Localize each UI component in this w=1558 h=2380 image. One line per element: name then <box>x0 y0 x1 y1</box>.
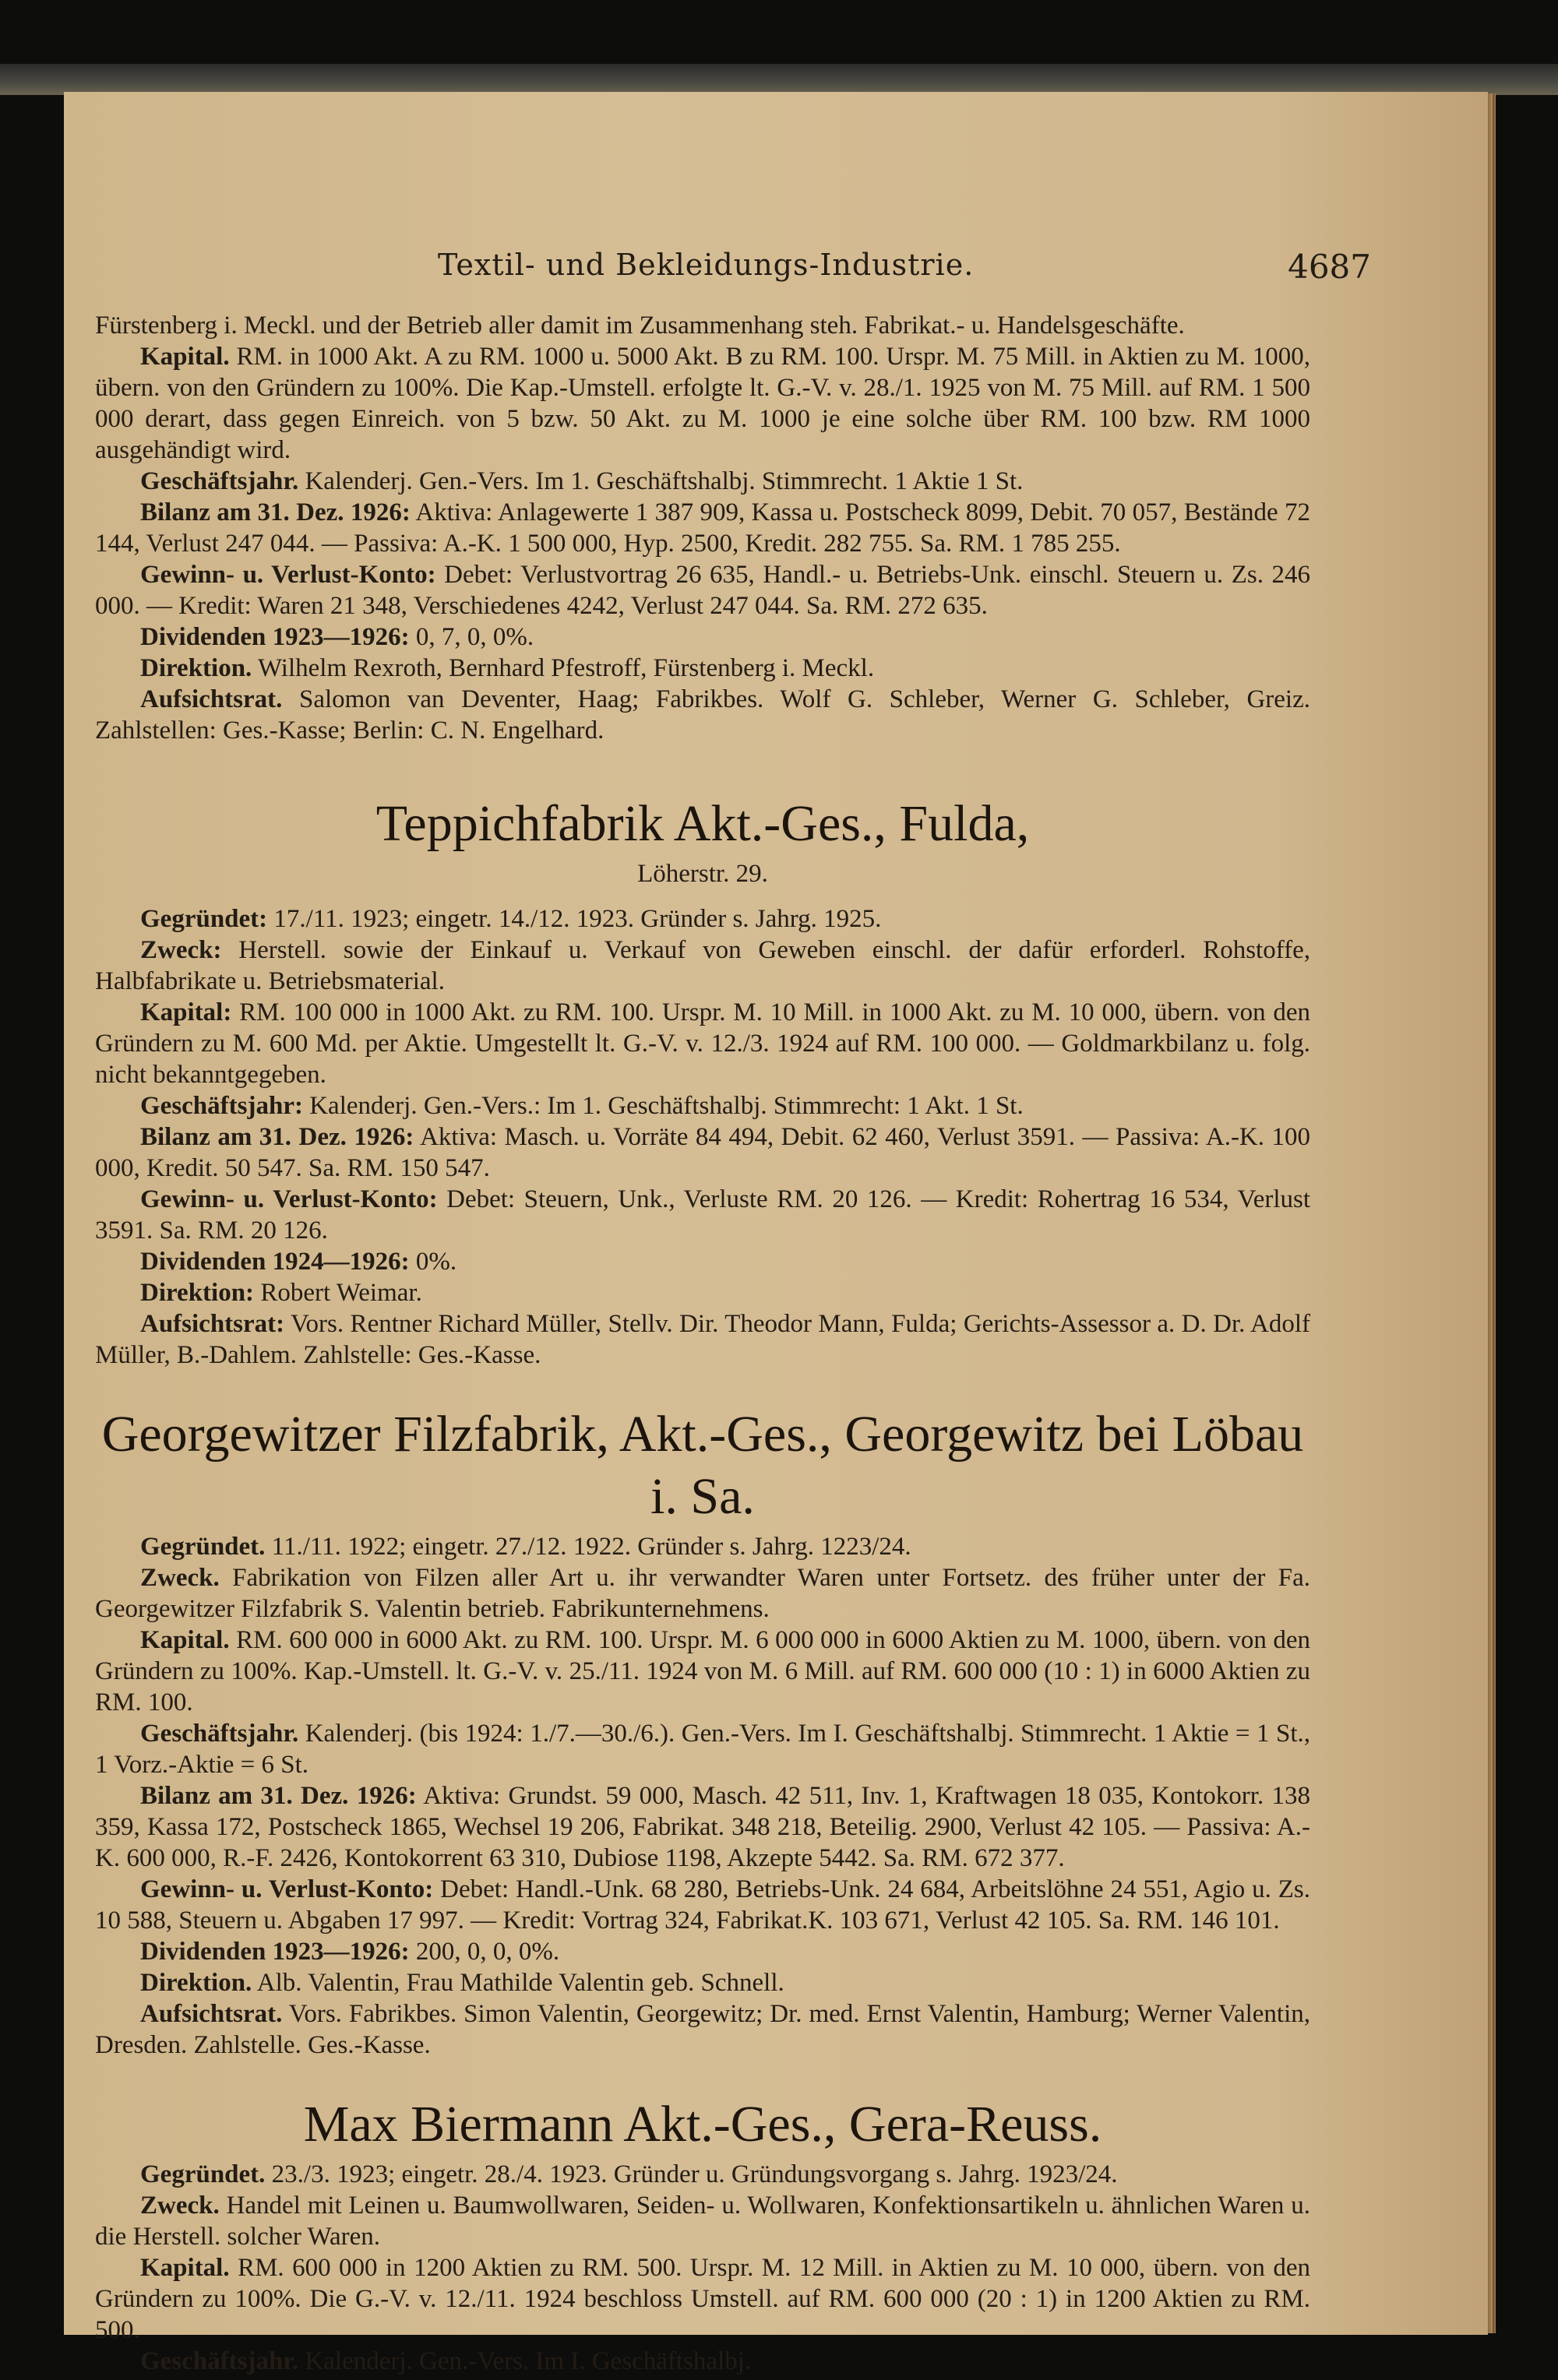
entry-paragraph: Dividenden 1924—1926: 0%. <box>140 1248 457 1276</box>
intro-paragraph: Bilanz am 31. Dez. 1926: Aktiva: Anlagewerte 1 387 909, Kassa u. Postscheck 8099, Debit. 70 057, Bestände 72 144, Verlust 247 044. — Passiva: A.-K. 1 500 000, Hyp. 2500, Kredit. 282 755. Sa. RM. 1 785 255. <box>95 498 1311 558</box>
intro-paragraph: Dividenden 1923—1926: 0, 7, 0, 0%. <box>140 623 534 651</box>
entry-paragraph: Gegründet: 17./11. 1923; eingetr. 14./12. 1923. Gründer s. Jahrg. 1925. <box>140 905 882 933</box>
entry-paragraph: Geschäftsjahr: Kalenderj. Gen.-Vers.: Im 1. Geschäftshalbj. Stimmrecht: 1 Akt. 1 St. <box>140 1092 1024 1120</box>
entry-paragraph: Bilanz am 31. Dez. 1926: Aktiva: Masch. u. Vorräte 84 494, Debit. 62 460, Verlust 3591. — Passiva: A.-K. 100 000, Kredit. 50 547. Sa. RM. 150 547. <box>95 1123 1310 1182</box>
entry-paragraph: Dividenden 1923—1926: 200, 0, 0, 0%. <box>140 1938 560 1966</box>
intro-paragraph: Fürstenberg i. Meckl. und der Betrieb aller damit im Zusammenhang steh. Fabrikat.- u. Handelsgeschäfte. <box>95 312 1185 340</box>
page-header <box>64 248 1488 294</box>
entry-paragraph: Zweck. Handel mit Leinen u. Baumwollwaren, Seiden- u. Wollwaren, Konfektionsartikeln u. ähnlichen Waren u. die Herstell. solcher Waren. <box>95 2192 1310 2251</box>
entry-paragraph: Gewinn- u. Verlust-Konto: Debet: Steuern, Unk., Verluste RM. 20 126. — Kredit: Rohertrag 16 534, Verlust 3591. Sa. RM. 20 126. <box>95 1185 1311 1245</box>
entry-paragraph: Gewinn- u. Verlust-Konto: Debet: Handl.-Unk. 68 280, Betriebs-Unk. 24 684, Arbeitslöhne 24 551, Agio u. Zs. 10 588, Steuern u. Abgaben 17 997. — Kredit: Vortrag 324, Fabrikat.K. 103 671, Verlust 42 105. Sa. RM. 146 101. <box>95 1875 1311 1935</box>
intro-paragraph: Aufsichtsrat. Salomon van Deventer, Haag; Fabrikbes. Wolf G. Schleber, Werner G. Schleber, Greiz. Zahlstellen: Ges.-Kasse; Berlin: C. N. Engelhard. <box>95 685 1310 745</box>
company-address: Löherstr. 29. <box>637 860 768 888</box>
entry-paragraph: Kapital: RM. 100 000 in 1000 Akt. zu RM. 100. Urspr. M. 10 Mill. in 1000 Akt. zu M. 10 000, übern. von den Gründern zu M. 600 Md. per Aktie. Umgestellt lt. G.-V. v. 12./3. 1924 auf RM. 100 000. — Goldmarkbilanz u. folg. nicht bekanntgegeben. <box>95 998 1311 1089</box>
entry-paragraph: Geschäftsjahr. Kalenderj. Gen.-Vers. Im I. Geschäftshalbj. <box>140 2347 752 2375</box>
entry-paragraph: Zweck: Herstell. sowie der Einkauf u. Verkauf von Geweben einschl. der dafür erforderl. Rohstoffe, Halbfabrikate u. Betriebsmaterial. <box>95 936 1310 995</box>
intro-paragraph: Gewinn- u. Verlust-Konto: Debet: Verlustvortrag 26 635, Handl.- u. Betriebs-Unk. einschl. Steuern u. Zs. 246 000. — Kredit: Waren 21 348, Verschiedenes 4242, Verlust 247 044. Sa. RM. 272 635. <box>95 561 1311 620</box>
company-georgewitzer <box>95 1403 1310 2061</box>
entry-paragraph: Geschäftsjahr. Kalenderj. (bis 1924: 1./7.—30./6.). Gen.-Vers. Im I. Geschäftshalbj. Stimmrecht. 1 Aktie = 1 St., 1 Vorz.-Aktie = 6 St. <box>95 1720 1310 1779</box>
book-page <box>64 92 1488 2375</box>
company-title: Teppichfabrik Akt.-Ges., Fulda, <box>375 795 1030 852</box>
company-max-biermann <box>95 2093 1310 2377</box>
company-title: Georgewitzer Filzfabrik, Akt.-Ges., Georgewitz bei Löbau i. Sa. <box>101 1406 1304 1525</box>
entry-paragraph: Direktion. Alb. Valentin, Frau Mathilde Valentin geb. Schnell. <box>140 1969 784 1997</box>
entry-paragraph: Zweck. Fabrikation von Filzen aller Art u. ihr verwandter Waren unter Fortsetz. des früher unter der Fa. Georgewitzer Filzfabrik S. Valentin betrieb. Fabrikunternehmens. <box>95 1564 1310 1623</box>
page-number: 4687 <box>1288 248 1371 286</box>
intro-paragraph: Kapital. RM. in 1000 Akt. A zu RM. 1000 u. 5000 Akt. B zu RM. 100. Urspr. M. 75 Mill. in Aktien zu M. 1000, übern. von den Gründern zu 100%. Die Kap.-Umstell. erfolgte lt. G.-V. v. 28./1. 1925 von M. 75 Mill. auf RM. 1 500 000 derart, dass gegen Einreich. von 5 bzw. 50 Akt. zu M. 1000 je eine solche über RM. 100 bzw. RM 1000 ausgehändigt wird. <box>95 343 1310 464</box>
company-teppichfabrik <box>95 793 1310 1371</box>
entry-paragraph: Direktion: Robert Weimar. <box>140 1279 422 1307</box>
entry-paragraph: Kapital. RM. 600 000 in 6000 Akt. zu RM. 100. Urspr. M. 6 000 000 in 6000 Aktien zu M. 1000, übern. von den Gründern zu 100%. Kap.-Umstell. lt. G.-V. v. 25./11. 1924 von M. 6 Mill. auf RM. 600 000 (10 : 1) in 6000 Aktien zu RM. 100. <box>95 1626 1311 1716</box>
intro-section <box>95 310 1310 746</box>
top-dark-strip <box>0 64 1558 95</box>
entry-paragraph: Bilanz am 31. Dez. 1926: Aktiva: Grundst. 59 000, Masch. 42 511, Inv. 1, Kraftwagen 18 035, Kontokorr. 138 359, Kassa 172, Postscheck 1865, Wechsel 19 206, Fabrikat. 348 218, Beteilig. 2900, Verlust 42 105. — Passiva: A.-K. 600 000, R.-F. 2426, Kontokorrent 63 310, Dubiose 1198, Akzepte 5442. Sa. RM. 672 377. <box>95 1782 1311 1872</box>
entry-paragraph: Kapital. RM. 600 000 in 1200 Aktien zu RM. 500. Urspr. M. 12 Mill. in Aktien zu M. 10 000, übern. von den Gründern zu 100%. Die G.-V. v. 12./11. 1924 beschloss Umstell. auf RM. 600 000 (20 : 1) in 1200 Aktien zu RM. 500. <box>95 2254 1311 2344</box>
intro-paragraph: Geschäftsjahr. Kalenderj. Gen.-Vers. Im 1. Geschäftshalbj. Stimmrecht. 1 Aktie 1 St. <box>140 467 1024 495</box>
running-title: Textil- und Bekleidungs-Industrie. <box>438 248 975 282</box>
intro-paragraph: Direktion. Wilhelm Rexroth, Bernhard Pfestroff, Fürstenberg i. Meckl. <box>140 654 875 682</box>
company-title: Max Biermann Akt.-Ges., Gera-Reuss. <box>303 2096 1102 2153</box>
page-content <box>95 310 1310 2377</box>
entry-paragraph: Aufsichtsrat. Vors. Fabrikbes. Simon Valentin, Georgewitz; Dr. med. Ernst Valentin, Hamburg; Werner Valentin, Dresden. Zahlstelle. Ges.-Kasse. <box>95 2000 1310 2059</box>
entry-paragraph: Gegründet. 23./3. 1923; eingetr. 28./4. 1923. Gründer u. Gründungsvorgang s. Jahrg. 1923/24. <box>140 2160 1118 2188</box>
entry-paragraph: Gegründet. 11./11. 1922; eingetr. 27./12. 1922. Gründer s. Jahrg. 1223/24. <box>140 1533 911 1561</box>
entry-paragraph: Aufsichtsrat: Vors. Rentner Richard Müller, Stellv. Dir. Theodor Mann, Fulda; Gerichts-Assessor a. D. Dr. Adolf Müller, B.-Dahlem. Zahlstelle: Ges.-Kasse. <box>95 1310 1311 1369</box>
